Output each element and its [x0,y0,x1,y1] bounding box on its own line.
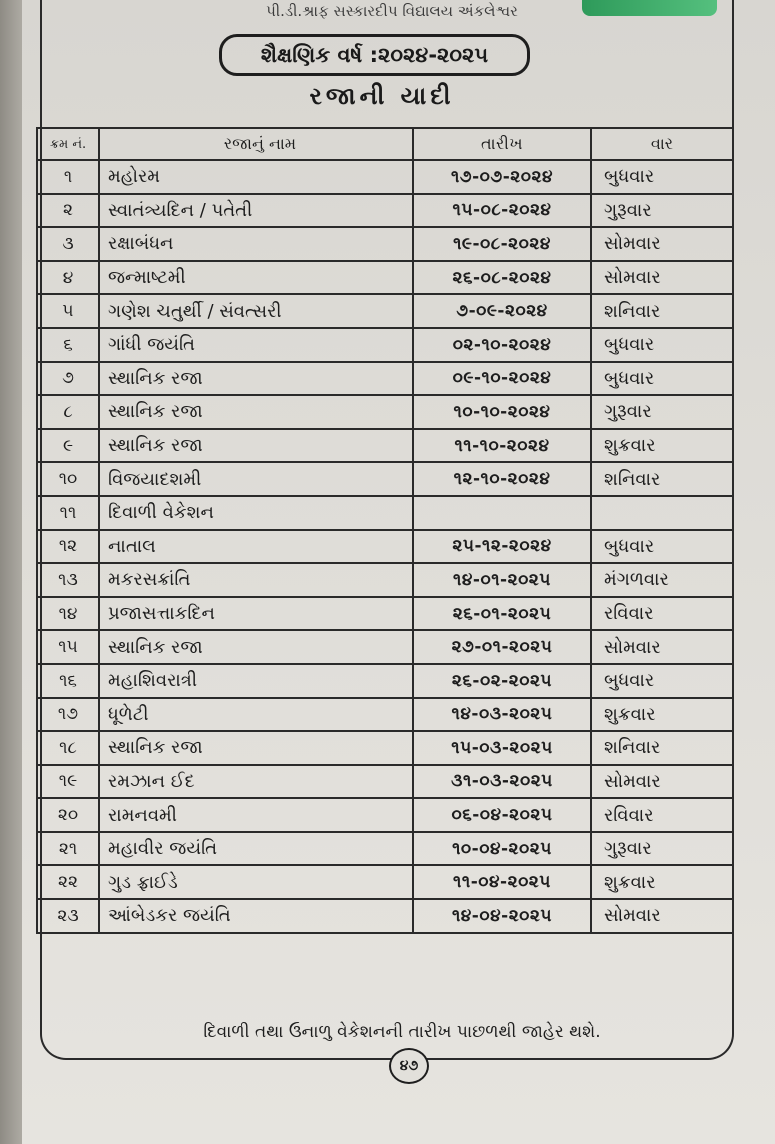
holiday-weekday: સોમવાર [604,267,661,289]
holiday-name: સ્થાનિક રજા [100,363,414,395]
row-number: ૮ [38,396,100,428]
holiday-date: ૦૨-૧૦-૨૦૨૪ [414,329,592,361]
row-number: ૧૪ [38,598,100,630]
holiday-date: ૧૦-૧૦-૨૦૨૪ [414,396,592,428]
holiday-date: ૧૪-૦૧-૨૦૨૫ [414,564,592,596]
page-number: ૪૭ [389,1048,429,1084]
table-row [38,564,732,598]
holiday-weekday: શુક્રવાર [604,871,656,893]
holiday-weekday: ગુરૂવાર [604,199,652,221]
holiday-date: ૨૬-૦૮-૨૦૨૪ [414,262,592,294]
table-row [38,430,732,464]
table-body [38,161,732,934]
holiday-name: નાતાલ [100,531,414,563]
holiday-weekday: સોમવાર [604,636,661,658]
holiday-date: ૧૧-૦૪-૨૦૨૫ [414,866,592,898]
holiday-name: મકરસક્રાંતિ [100,564,414,596]
table-row [38,531,732,565]
holiday-name: સ્થાનિક રજા [100,430,414,462]
holiday-weekday: રવિવાર [604,804,654,826]
table-row [38,833,732,867]
holiday-date: ૧૦-૦૪-૨૦૨૫ [414,833,592,865]
holiday-weekday: ગુરૂવાર [604,838,652,860]
holiday-date: ૩૧-૦૩-૨૦૨૫ [414,766,592,798]
row-number: ૧૧ [38,497,100,529]
row-number: ૨૨ [38,866,100,898]
school-name: પી.ડી.શ્રાફ સસ્કારદીપ વિદ્યાલય અંકલેશ્વર [266,2,518,20]
book-page [22,0,775,1144]
row-number: ૧ [38,161,100,193]
row-number: ૩ [38,228,100,260]
row-number: ૧૭ [38,699,100,731]
column-header-name: રજાનું નામ [100,129,414,159]
holiday-name: આંબેડકર જયંતિ [100,900,414,932]
holiday-date: ૧૪-૦૩-૨૦૨૫ [414,699,592,731]
holiday-weekday: રવિવાર [604,603,654,625]
row-number: ૨૦ [38,799,100,831]
table-row [38,396,732,430]
row-number: ૭ [38,363,100,395]
holiday-list-title: રજાની યાદી [309,82,455,110]
holiday-name: રામનવમી [100,799,414,831]
row-number: ૫ [38,295,100,327]
column-header-day: વાર [650,134,674,153]
holiday-date: ૨૫-૧૨-૨૦૨૪ [414,531,592,563]
table-row [38,195,732,229]
academic-year-box: શૈક્ષણિક વર્ષ :૨૦૨૪-૨૦૨૫ [219,34,530,76]
row-number: ૪ [38,262,100,294]
holiday-date: ૧૫-૦૮-૨૦૨૪ [414,195,592,227]
holiday-name: જન્માષ્ટમી [100,262,414,294]
table-row [38,363,732,397]
holiday-date: ૧૪-૦૪-૨૦૨૫ [414,900,592,932]
holiday-name: દિવાળી વેકેશન [100,497,414,529]
holiday-date [414,497,592,529]
holiday-weekday: બુધવાર [604,166,655,188]
holiday-name: ગુડ ફ્રાઈડે [100,866,414,898]
holiday-date: ૭-૦૯-૨૦૨૪ [414,295,592,327]
holiday-date: ૨૬-૦૧-૨૦૨૫ [414,598,592,630]
row-number: ૨૩ [38,900,100,932]
holiday-weekday: બુધવાર [604,334,655,356]
holiday-weekday [592,497,732,529]
holiday-weekday: શનિવાર [604,737,661,759]
table-row [38,228,732,262]
table-row [38,900,732,934]
holiday-name: પ્રજાસત્તાકદિન [100,598,414,630]
holiday-name: રમઝાન ઈદ [100,766,414,798]
column-header-no: ક્રમ નં. [38,129,100,159]
holiday-name: સ્થાનિક રજા [100,396,414,428]
holiday-date: ૦૯-૧૦-૨૦૨૪ [414,363,592,395]
table-row [38,699,732,733]
holiday-name: વિજયાદશમી [100,463,414,495]
table-row [38,295,732,329]
table-row [38,665,732,699]
holiday-name: મહોરમ [100,161,414,193]
table-row [38,262,732,296]
column-header-date: તારીખ [414,129,592,159]
holiday-date: ૧૧-૧૦-૨૦૨૪ [414,430,592,462]
row-number: ૯ [38,430,100,462]
holiday-weekday: બુધવાર [604,367,655,389]
holiday-date: ૦૬-૦૪-૨૦૨૫ [414,799,592,831]
row-number: ૨ [38,195,100,227]
row-number: ૨૧ [38,833,100,865]
table-row [38,497,732,531]
holiday-date: ૨૬-૦૨-૨૦૨૫ [414,665,592,697]
holiday-name: ધૂળેટી [100,699,414,731]
row-number: ૧૨ [38,531,100,563]
row-number: ૧૬ [38,665,100,697]
row-number: ૧૮ [38,732,100,764]
holiday-table [36,127,732,934]
table-row [38,766,732,800]
row-number: ૧૩ [38,564,100,596]
holiday-weekday: સોમવાર [604,233,661,255]
table-row [38,732,732,766]
holiday-name: મહાશિવરાત્રી [100,665,414,697]
holiday-name: રક્ષાબંધન [100,228,414,260]
holiday-name: મહાવીર જયંતિ [100,833,414,865]
table-row [38,463,732,497]
holiday-name: સ્વાતંત્ર્યદિન / પતેતી [100,195,414,227]
table-row [38,161,732,195]
holiday-name: ગણેશ ચતુર્થી / સંવત્સરી [100,295,414,327]
holiday-weekday: સોમવાર [604,770,661,792]
holiday-weekday: સોમવાર [604,905,661,927]
holiday-name: સ્થાનિક રજા [100,732,414,764]
holiday-name: ગાંધી જયંતિ [100,329,414,361]
row-number: ૧૫ [38,631,100,663]
holiday-weekday: બુધવાર [604,535,655,557]
holiday-weekday: શુક્રવાર [604,703,656,725]
holiday-name: સ્થાનિક રજા [100,631,414,663]
table-header-row [38,129,732,161]
holiday-weekday: બુધવાર [604,670,655,692]
table-row [38,631,732,665]
holiday-weekday: શનિવાર [604,300,661,322]
table-row [38,598,732,632]
row-number: ૧૦ [38,463,100,495]
holiday-weekday: શુક્રવાર [604,435,656,457]
holiday-date: ૧૨-૧૦-૨૦૨૪ [414,463,592,495]
holiday-date: ૧૭-૦૭-૨૦૨૪ [414,161,592,193]
holiday-weekday: મંગળવાર [604,569,669,591]
holiday-date: ૧૯-૦૮-૨૦૨૪ [414,228,592,260]
row-number: ૧૯ [38,766,100,798]
footer-note: દિવાળી તથા ઉનાળુ વેકેશનની તારીખ પાછળથી જાહેર થશે. [203,1022,601,1042]
holiday-weekday: ગુરૂવાર [604,401,652,423]
table-row [38,799,732,833]
table-row [38,329,732,363]
row-number: ૬ [38,329,100,361]
holiday-date: ૧૫-૦૩-૨૦૨૫ [414,732,592,764]
holiday-weekday: શનિવાર [604,468,661,490]
holiday-date: ૨૭-૦૧-૨૦૨૫ [414,631,592,663]
table-row [38,866,732,900]
